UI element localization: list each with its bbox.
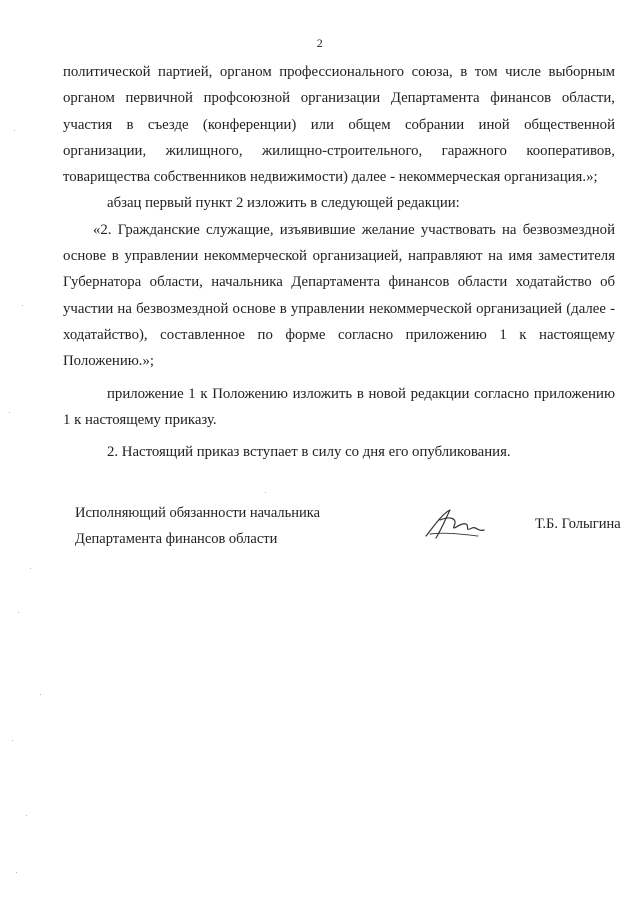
scan-speckle	[265, 492, 266, 493]
handwritten-signature	[420, 504, 490, 544]
scan-speckle	[9, 412, 10, 413]
scan-speckle	[30, 568, 31, 569]
signature-block	[0, 500, 640, 560]
paragraph-amendment-text: «2. Гражданские служащие, изъявившие желание участвовать на безвозмездной основе в управлении некоммерческой организацией, направляют на имя заместителя Губернатора области, начальника Департамента финансов области ходатайство об участии на безвозмездной основе в управлении некоммерческой организацией (далее - ходатайство), составленное по форме согласно приложению 1 к настоящему Положению.»;	[63, 221, 615, 370]
signatory-title-line1: Исполняющий обязанности начальника	[75, 505, 321, 521]
scan-speckle	[14, 130, 15, 131]
signatory-title	[75, 500, 320, 552]
scan-speckle	[22, 305, 23, 306]
paragraph-effective-date: 2. Настоящий приказ вступает в силу со дня его опубликования.	[107, 444, 511, 461]
paragraph-amendment-intro: абзац первый пункт 2 изложить в следующей редакции:	[107, 195, 460, 212]
page-number: 2	[316, 36, 324, 50]
signatory-name: Т.Б. Голыгина	[535, 516, 621, 532]
scan-speckle	[12, 740, 13, 741]
document-body	[63, 59, 615, 465]
scan-speckle	[26, 815, 27, 816]
scan-speckle	[16, 872, 17, 873]
scan-speckle	[18, 612, 19, 613]
signatory-title-line2: Департамента финансов области	[75, 531, 278, 547]
paragraph-appendix-change: приложение 1 к Положению изложить в новой редакции согласно приложению 1 к настоящему приказу.	[63, 385, 615, 428]
paragraph-continuation: политической партией, органом профессионального союза, в том числе выборным органом первичной профсоюзной организации Департамента финансов области, участия в съезде (конференции) или общем собрании иной общественной организации, жилищного, жилищно-строительного, гаражного кооперативов, товарищества собственников недвижимости) далее - некоммерческая организация.»;	[63, 64, 615, 186]
scan-speckle	[40, 694, 41, 695]
